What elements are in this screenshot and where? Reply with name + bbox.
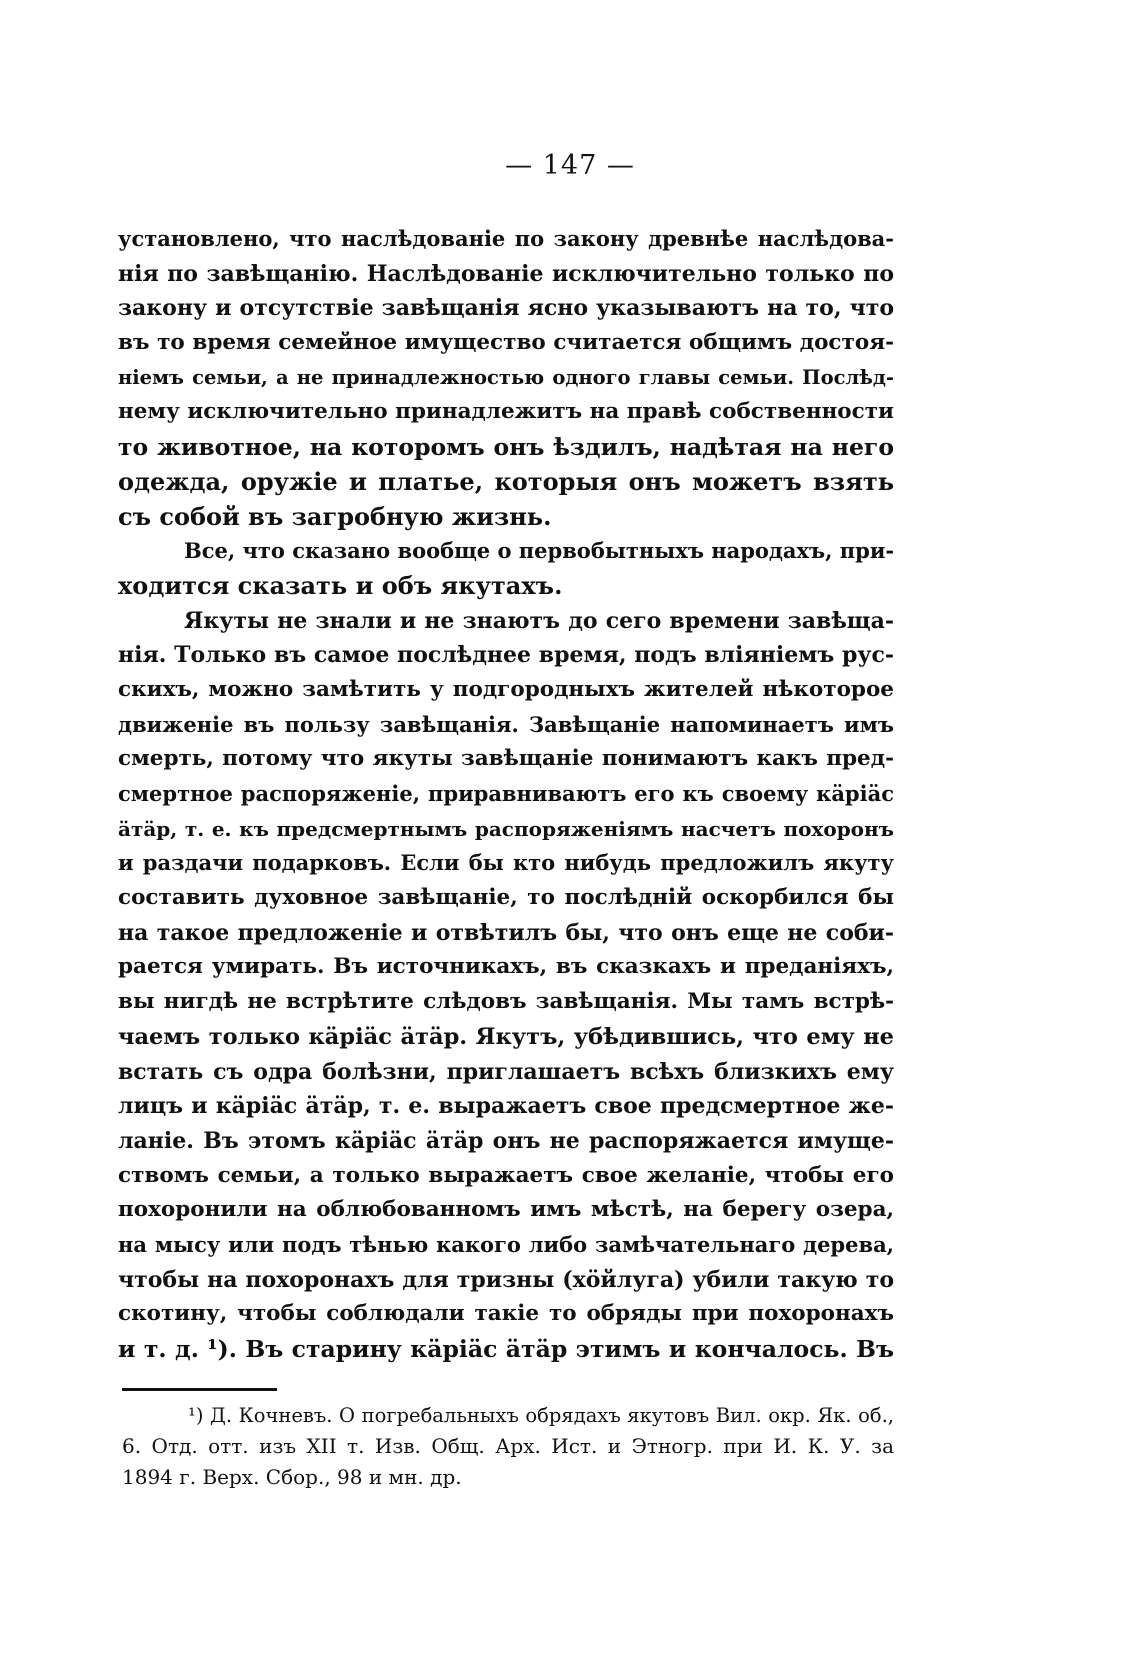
text-line: установлено, что наслѣдованіе по закону древнѣе наслѣдова- (118, 226, 894, 251)
text-line: съ собой въ загробную жизнь. (118, 501, 552, 531)
text-line: лицъ и кӓріӓс ӓтӓр, т. е. выражаетъ свое предсмертное же- (118, 1093, 894, 1120)
text-line: скихъ, можно замѣтить у подгородныхъ жителей нѣкоторое (118, 676, 894, 702)
footnote-divider (122, 1388, 277, 1391)
text-line: скотину, чтобы соблюдали такіе то обряды при похоронахъ (118, 1301, 894, 1327)
text-line: похоронили на облюбованномъ имъ мѣстѣ, на берегу озера, (118, 1197, 894, 1223)
text-line: ланіе. Въ этомъ кӓріӓс ӓтӓр онъ не распоряжается имуще- (118, 1127, 894, 1154)
text-line: ствомъ семьи, а только выражаетъ свое желаніе, чтобы его (118, 1162, 894, 1188)
body-text (118, 222, 894, 1367)
text-line: Все, что сказано вообще о первобытныхъ народахъ, при- (184, 538, 895, 564)
text-line: нія по завѣщанію. Наслѣдованіе исключительно только по (118, 260, 894, 287)
footnotes (122, 1400, 894, 1493)
text-line: ніемъ семьи, а не принадлежностью одного главы семьи. Послѣд- (118, 365, 894, 389)
text-line: закону и отсутствіе завѣщанія ясно указываютъ на то, что (118, 295, 894, 322)
text-line: движеніе въ пользу завѣщанія. Завѣщаніе напоминаетъ имъ (118, 711, 894, 737)
text-line: смерть, потому что якуты завѣщаніе понимаютъ какъ пред- (118, 746, 894, 772)
text-line: чтобы на похоронахъ для тризны (хӧйлуга) убили такую то (118, 1266, 894, 1293)
text-line: встать съ одра болѣзни, приглашаетъ всѣхъ близкихъ ему (118, 1058, 894, 1085)
text-line: ӓтӓр, т. е. къ предсмертнымъ распоряженіямъ насчетъ похоронъ (118, 816, 894, 841)
text-line: одежда, оружіе и платье, которыя онъ можетъ взять (118, 466, 894, 496)
text-line: смертное распоряженіе, приравниваютъ его къ своему кӓріӓс (118, 781, 894, 806)
text-line: то животное, на которомъ онъ ѣздилъ, надѣтая на него (118, 433, 894, 462)
text-line: нему исключительно принадлежитъ на правѣ собственности (118, 399, 894, 425)
text-line: въ то время семейное имущество считается общимъ достоя- (118, 330, 894, 356)
text-line: на такое предложеніе и отвѣтилъ бы, что онъ еще не соби- (118, 919, 894, 946)
text-line: чаемъ только кӓріӓс ӓтӓр. Якутъ, убѣдившись, что ему не (118, 1023, 894, 1050)
text-line: и т. д. ¹). Въ старину кӓріӓс ӓтӓр этимъ и кончалось. Въ (118, 1335, 894, 1363)
footnote-line: 6. Отд. отт. изъ XII т. Изв. Общ. Арх. Ист. и Этногр. при И. К. У. за (122, 1434, 894, 1458)
text-line: нія. Только въ самое послѣднее время, подъ вліяніемъ рус- (118, 642, 894, 669)
page-number: — 147 — (505, 150, 635, 181)
text-line: и раздачи подарковъ. Если бы кто нибудь предложилъ якуту (118, 850, 894, 876)
text-line: рается умирать. Въ источникахъ, въ сказкахъ и преданіяхъ, (118, 954, 894, 980)
footnote-line: 1894 г. Верх. Сбор., 98 и мн. др. (122, 1465, 462, 1489)
text-line: Якуты не знали и не знаютъ до сего времени завѣща- (184, 607, 894, 634)
text-line: составить духовное завѣщаніе, то послѣдній оскорбился бы (118, 885, 894, 911)
text-line: вы нигдѣ не встрѣтите слѣдовъ завѣщанія. Мы тамъ встрѣ- (118, 989, 894, 1015)
text-line: на мысу или подъ тѣнью какого либо замѣчательнаго дерева, (118, 1231, 894, 1257)
text-line: ходится сказать и объ якутахъ. (118, 570, 563, 600)
footnote-line: ¹) Д. Кочневъ. О погребальныхъ обрядахъ якутовъ Вил. окр. Як. об., (188, 1404, 894, 1427)
